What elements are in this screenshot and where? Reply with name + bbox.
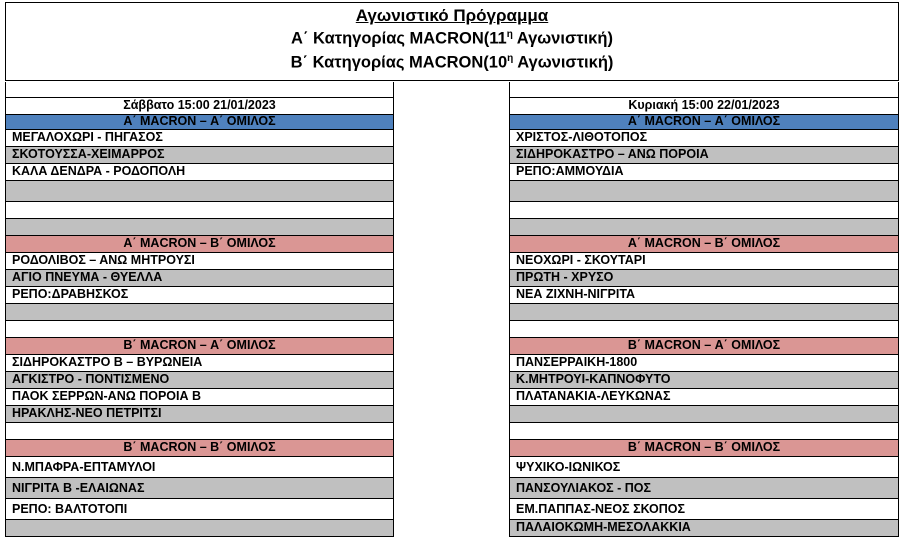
- match-row: ΨΥΧΙΚΟ-ΙΩΝΙΚΟΣ: [510, 457, 898, 478]
- spacer-row: [510, 82, 898, 98]
- match-row: ΠΑΛΑΙΟΚΩΜΗ-ΜΕΣΟΛΑΚΚΙΑ: [510, 520, 898, 537]
- schedule-header: [5, 2, 899, 81]
- match-row: ΜΕΓΑΛΟΧΩΡΙ - ΠΗΓΑΣΟΣ: [6, 130, 393, 147]
- group-title: Β΄ MACRON – Β΄ ΟΜΙΛΟΣ: [510, 440, 898, 457]
- empty-row: [6, 219, 393, 236]
- match-row: ΡΕΠΟ: ΒΑΛΤΟΤΟΠΙ: [6, 499, 393, 520]
- sunday-schedule: [509, 82, 899, 537]
- match-row: ΠΑΟΚ ΣΕΡΡΩΝ-ΑΝΩ ΠΟΡΟΙΑ Β: [6, 389, 393, 406]
- saturday-schedule: [5, 82, 394, 537]
- group-title: Β΄ MACRON – Α΄ ΟΜΙΛΟΣ: [6, 338, 393, 355]
- group-title: Α΄ MACRON – Β΄ ΟΜΙΛΟΣ: [6, 236, 393, 253]
- empty-row: [6, 202, 393, 219]
- group-title: Β΄ MACRON – Α΄ ΟΜΙΛΟΣ: [510, 338, 898, 355]
- empty-row: [510, 406, 898, 423]
- match-row: ΡΕΠΟ:ΔΡΑΒΗΣΚΟΣ: [6, 287, 393, 304]
- match-row: ΡΕΠΟ:ΑΜΜΟΥΔΙΑ: [510, 164, 898, 181]
- empty-row: [510, 202, 898, 219]
- match-row: ΣΚΟΤΟΥΣΣΑ-ΧΕΙΜΑΡΡΟΣ: [6, 147, 393, 164]
- group-title: Β΄ MACRON – Β΄ ΟΜΙΛΟΣ: [6, 440, 393, 457]
- match-row: ΕΜ.ΠΑΠΠΑΣ-ΝΕΟΣ ΣΚΟΠΟΣ: [510, 499, 898, 520]
- group-title: Α΄ MACRON – Α΄ ΟΜΙΛΟΣ: [6, 115, 393, 130]
- match-row: ΡΟΔΟΛΙΒΟΣ – ΑΝΩ ΜΗΤΡΟΥΣΙ: [6, 253, 393, 270]
- match-row: ΠΡΩΤΗ - ΧΡΥΣΟ: [510, 270, 898, 287]
- group-title: Α΄ MACRON – Α΄ ΟΜΙΛΟΣ: [510, 115, 898, 130]
- match-row: ΝΙΓΡΙΤΑ Β -ΕΛΑΙΩΝΑΣ: [6, 478, 393, 499]
- match-row: ΠΛΑΤΑΝΑΚΙΑ-ΛΕΥΚΩΝΑΣ: [510, 389, 898, 406]
- sunday-date: Κυριακή 15:00 22/01/2023: [510, 98, 898, 115]
- spacer-row: [6, 82, 393, 98]
- match-row: Κ.ΜΗΤΡΟΥΙ-ΚΑΠΝΟΦΥΤΟ: [510, 372, 898, 389]
- empty-row: [510, 219, 898, 236]
- empty-row: [510, 321, 898, 338]
- empty-row: [6, 423, 393, 440]
- match-row: ΗΡΑΚΛΗΣ-ΝΕΟ ΠΕΤΡΙΤΣΙ: [6, 406, 393, 423]
- match-row: ΑΓΙΟ ΠΝΕΥΜΑ - ΘΥΕΛΛΑ: [6, 270, 393, 287]
- saturday-date: Σάββατο 15:00 21/01/2023: [6, 98, 393, 115]
- empty-row: [510, 423, 898, 440]
- match-row: ΣΙΔΗΡΟΚΑΣΤΡΟ Β – ΒΥΡΩΝΕΙΑ: [6, 355, 393, 372]
- match-row: ΠΑΝΣΟΥΛΙΑΚΟΣ - ΠΟΣ: [510, 478, 898, 499]
- category-a-line: Α΄ Κατηγορίας $MACRON(11^\eta$ Αγωνιστική): [291, 29, 613, 48]
- empty-row: [510, 304, 898, 321]
- group-title: Α΄ MACRON – Β΄ ΟΜΙΛΟΣ: [510, 236, 898, 253]
- match-row: ΑΓΚΙΣΤΡΟ - ΠΟΝΤΙΣΜΕΝΟ: [6, 372, 393, 389]
- match-row: ΚΑΛΑ ΔΕΝΔΡΑ - ΡΟΔΟΠΟΛΗ: [6, 164, 393, 181]
- match-row: ΝΕΑ ΖΙΧΝΗ-ΝΙΓΡΙΤΑ: [510, 287, 898, 304]
- match-row: ΠΑΝΣΕΡΡΑΙΚΗ-1800: [510, 355, 898, 372]
- empty-row: [6, 321, 393, 338]
- match-row: ΧΡΙΣΤΟΣ-ΛΙΘΟΤΟΠΟΣ: [510, 130, 898, 147]
- category-b-line: Β΄ Κατηγορίας $MACRON(10^\eta$ Αγωνιστική): [290, 52, 614, 71]
- empty-row: [6, 181, 393, 202]
- match-row: ΝΕΟΧΩΡΙ - ΣΚΟΥΤΑΡΙ: [510, 253, 898, 270]
- column-gap: [394, 82, 509, 547]
- page-title: Αγωνιστικό Πρόγραμμα: [355, 6, 549, 25]
- empty-row: [6, 520, 393, 537]
- match-row: ΣΙΔΗΡΟΚΑΣΤΡΟ – ΑΝΩ ΠΟΡΟΙΑ: [510, 147, 898, 164]
- match-row: Ν.ΜΠΑΦΡΑ-ΕΠΤΑΜΥΛΟΙ: [6, 457, 393, 478]
- empty-row: [510, 181, 898, 202]
- empty-row: [6, 304, 393, 321]
